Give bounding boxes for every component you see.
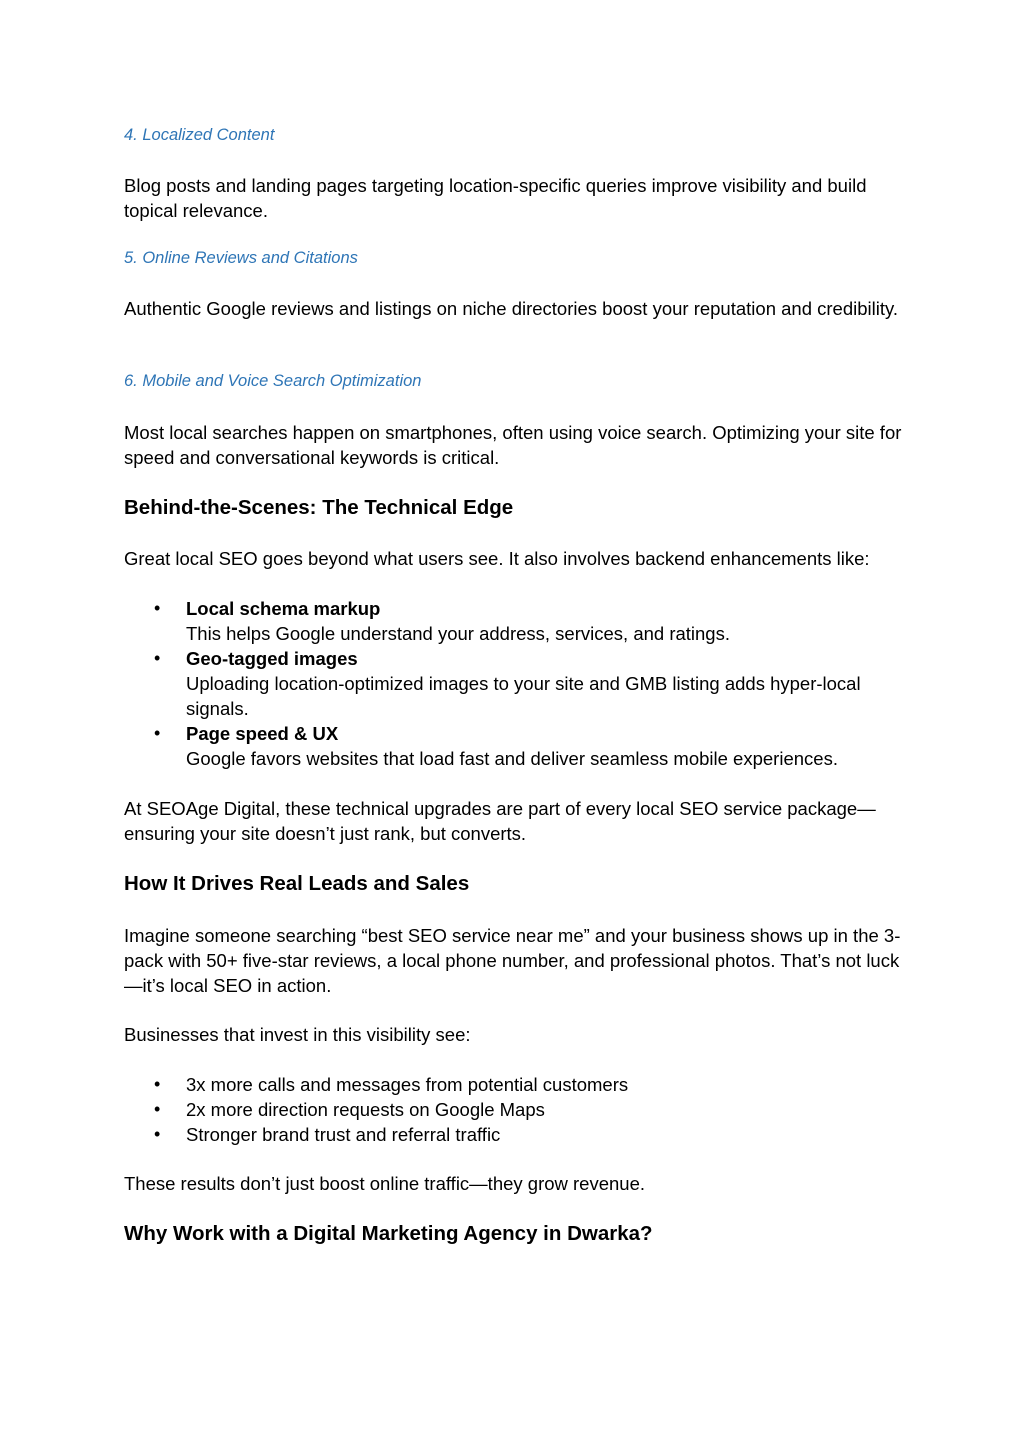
list-item-text: Stronger brand trust and referral traffic <box>186 1124 501 1145</box>
reviews-text: Authentic Google reviews and listings on niche directories boost your reputation and credibility. <box>124 298 899 319</box>
list-item-content <box>186 1122 909 1147</box>
technical-closing: At SEOAge Digital, these technical upgrades are part of every local SEO service package—ensuring your site doesn’t just rank, but converts. <box>124 798 876 844</box>
list-item-content <box>186 646 909 721</box>
list-item-title: Page speed & UX <box>186 723 339 744</box>
list-item-title: Geo-tagged images <box>186 648 358 669</box>
list-item-text: 3x more calls and messages from potential customers <box>186 1074 629 1095</box>
bullet-icon: • <box>154 723 161 743</box>
bullet-icon: • <box>154 1074 161 1094</box>
list-item-content <box>186 721 909 771</box>
list-item-description: Google favors websites that load fast and deliver seamless mobile experiences. <box>186 748 838 769</box>
list-item-title: Local schema markup <box>186 598 381 619</box>
list-item-content <box>186 1072 909 1097</box>
mobile-heading: 6. Mobile and Voice Search Optimization <box>124 372 422 390</box>
leads-lead-in: Businesses that invest in this visibility see: <box>124 1024 471 1045</box>
list-item-description: Uploading location-optimized images to your site and GMB listing adds hyper-local signals. <box>186 673 861 719</box>
list-item-content <box>186 596 909 646</box>
leads-heading: How It Drives Real Leads and Sales <box>124 872 470 895</box>
reviews-heading: 5. Online Reviews and Citations <box>124 249 358 267</box>
bullet-icon: • <box>154 1099 161 1119</box>
leads-closing: These results don’t just boost online traffic—they grow revenue. <box>124 1173 646 1194</box>
list-item-content <box>186 1097 909 1122</box>
document-page <box>124 0 909 1447</box>
agency-heading: Why Work with a Digital Marketing Agency in Dwarka? <box>124 1222 653 1245</box>
localized-content-heading: 4. Localized Content <box>124 126 275 144</box>
technical-intro: Great local SEO goes beyond what users see. It also involves backend enhancements like: <box>124 548 870 569</box>
bullet-icon: • <box>154 648 161 668</box>
bullet-icon: • <box>154 1124 161 1144</box>
bullet-icon: • <box>154 598 161 618</box>
technical-edge-heading: Behind-the-Scenes: The Technical Edge <box>124 496 514 519</box>
leads-intro: Imagine someone searching “best SEO service near me” and your business shows up in the 3-pack with 50+ five-star reviews, a local phone number, and professional photos. That’s not luck—it’s local SEO in action. <box>124 925 901 996</box>
list-item-text: 2x more direction requests on Google Maps <box>186 1099 545 1120</box>
mobile-text: Most local searches happen on smartphones, often using voice search. Optimizing your site for speed and conversational keywords is critical. <box>124 422 902 468</box>
list-item-description: This helps Google understand your address, services, and ratings. <box>186 623 730 644</box>
localized-content-text: Blog posts and landing pages targeting location-specific queries improve visibility and build topical relevance. <box>124 175 867 221</box>
